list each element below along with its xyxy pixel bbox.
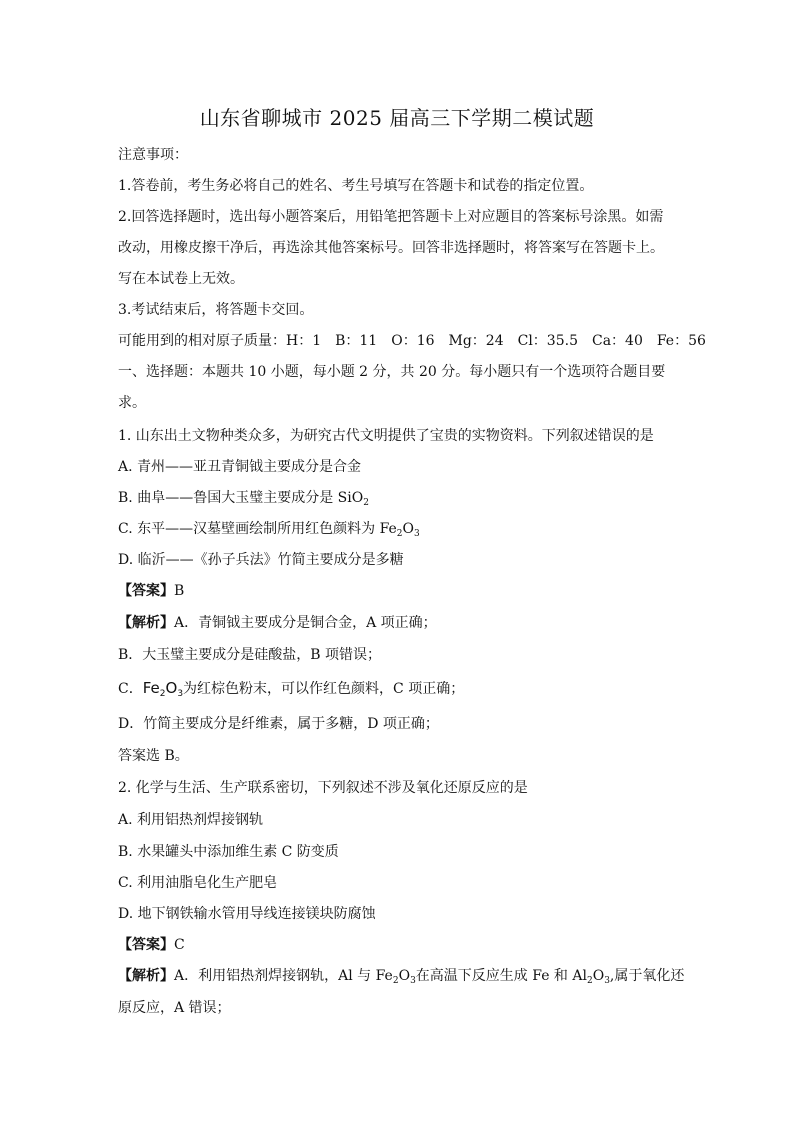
atomic-masses: 可能用到的相对原子质量：H：1 B：11 O：16 Mg：24 Cl：35.5 Ca：40 Fe：56 — [118, 333, 706, 349]
q1-answer: 【答案】B — [118, 583, 185, 599]
notice-item-2-line-3: 写在本试卷上无效。 — [118, 271, 244, 287]
notice-item-3: 3.考试结束后，将答题卡交回。 — [118, 302, 314, 318]
notice-heading: 注意事项： — [118, 147, 188, 163]
q1-analysis-b: B．大玉璧主要成分是硅酸盐，B 项错误； — [118, 647, 382, 663]
q2-analysis-a-line-2: 原反应，A 错误； — [118, 1000, 231, 1016]
q1-analysis-c: C．$Fe_2O_3$为红棕色粉末，可以作红色颜料，C 项正确； — [118, 679, 465, 699]
q2-stem: 2. 化学与生活、生产联系密切，下列叙述不涉及氧化还原反应的是 — [118, 780, 528, 796]
q2-option-c: C. 利用油脂皂化生产肥皂 — [118, 875, 278, 891]
notice-item-2-line-2: 改动，用橡皮擦干净后，再选涂其他答案标号。回答非选择题时，将答案写在答题卡上。 — [118, 240, 664, 256]
notice-item-2-line-1: 2.回答选择题时，选出每小题答案后，用铅笔把答题卡上对应题目的答案标号涂黑。如需 — [118, 209, 664, 225]
q1-conclusion: 答案选 B。 — [118, 748, 189, 764]
q1-option-c: C. 东平——汉墓壁画绘制所用红色颜料为 $Fe_2O_3$ — [118, 521, 420, 539]
page-title: 山东省聊城市 2025 届高三下学期二模试题 — [199, 106, 595, 130]
q2-option-b: B. 水果罐头中添加维生素 C 防变质 — [118, 844, 339, 860]
notice-item-1: 1.答卷前，考生务必将自己的姓名、考生号填写在答题卡和试卷的指定位置。 — [118, 178, 594, 194]
q2-answer: 【答案】C — [118, 937, 185, 953]
q1-option-a: A. 青州——亚丑青铜钺主要成分是合金 — [118, 459, 362, 475]
q1-stem: 1. 山东出土文物种类众多，为研究古代文明提供了宝贵的实物资料。下列叙述错误的是 — [118, 428, 654, 444]
q2-option-d: D. 地下钢铁输水管用导线连接镁块防腐蚀 — [118, 906, 376, 922]
q1-analysis-a: 【解析】A．青铜钺主要成分是铜合金，A 项正确； — [118, 615, 437, 631]
section-heading-line-2: 求。 — [118, 395, 146, 411]
q1-analysis-d: D．竹简主要成分是纤维素，属于多糖，D 项正确； — [118, 716, 439, 732]
q1-option-b: B. 曲阜——鲁国大玉璧主要成分是 SiO$_2$ — [118, 490, 369, 508]
q2-analysis-a-line-1: 【解析】A．利用铝热剂焊接钢轨，Al 与 $Fe_2O_3$在高温下反应生成 Fe 和 $Al_2O_3$,属于氧化还 — [118, 968, 685, 986]
q1-option-d: D. 临沂——《孙子兵法》竹简主要成分是多糖 — [118, 552, 404, 568]
q2-option-a: A. 利用铝热剂焊接钢轨 — [118, 812, 264, 828]
section-heading-line-1: 一、选择题：本题共 10 小题，每小题 2 分，共 20 分。每小题只有一个选项符合题目要 — [118, 364, 666, 380]
